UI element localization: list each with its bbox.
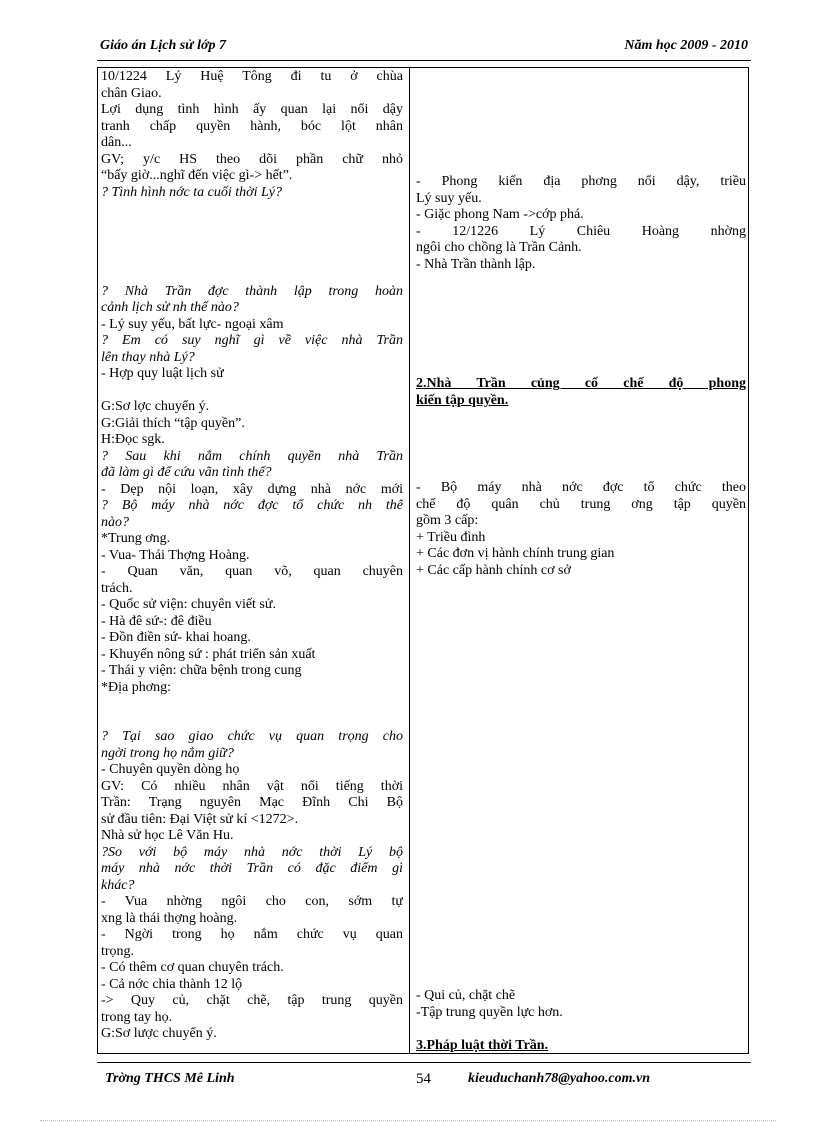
text-line: GV: Có nhiều nhân vật nổi tiếng thời: [101, 778, 403, 794]
text-line: - Phong kiến địa phơng nổi dậy, triều: [416, 174, 746, 189]
blank-line: [101, 696, 403, 713]
text-line: + Các cấp hành chính cơ sở: [416, 562, 571, 578]
right-block-context: [416, 174, 746, 273]
text-line: - Qui củ, chặt chẽ: [416, 988, 516, 1003]
text-line: - Chuyên quyền dòng họ: [101, 762, 240, 777]
footer-school: Trờng THCS Mê Linh: [105, 1071, 235, 1086]
text-line: ? Tình hình nớc ta cuối thời Lý?: [101, 184, 282, 200]
text-line: - Quốc sử viện: chuyên viết sử.: [101, 597, 276, 612]
page-bottom-dotted-line: [40, 1120, 776, 1121]
text-line: Lý suy yếu.: [416, 190, 482, 206]
blank-line: [101, 201, 403, 218]
right-block-heading-3: [416, 1038, 746, 1055]
text-line: - Dẹp nội loạn, xây dựng nhà nớc mới: [101, 481, 403, 497]
text-line: gồm 3 cấp:: [416, 513, 479, 528]
text-line: nào?: [101, 514, 129, 530]
text-line: H:Đọc sgk.: [101, 432, 165, 447]
text-line: - Hà đê sứ-: đê điều: [101, 613, 212, 629]
text-line: ngời trong họ nắm giữ?: [101, 745, 234, 761]
text-line: - Giặc phong Nam ->cớp phá.: [416, 207, 584, 222]
blank-line: [101, 218, 403, 235]
footer-rule: [97, 1062, 751, 1063]
text-line: dân...: [101, 135, 132, 150]
text-line: ? Tại sao giao chức vụ quan trọng cho: [101, 729, 403, 744]
text-line: máy nhà nớc thời Trần có đặc điểm gì: [101, 861, 403, 876]
blank-line: [101, 267, 403, 284]
text-line: Trần: Trạng nguyên Mạc Đĩnh Chi Bộ: [101, 795, 403, 810]
text-line: - Ngời trong họ nắm chức vụ quan: [101, 927, 403, 942]
blank-line: [101, 234, 403, 251]
text-line: - Vua- Thái Thợng Hoàng.: [101, 547, 250, 563]
text-line: xng là thái thợng hoàng.: [101, 910, 238, 926]
text-line: G:Sơ lược chuyển ý.: [101, 1026, 217, 1041]
text-line: tranh chấp quyền hành, bóc lột nhân: [101, 118, 403, 134]
right-block-heading-2: [416, 376, 746, 409]
right-block-state-apparatus: [416, 480, 746, 579]
text-line: đã làm gì để cứu vãn tình thế?: [101, 465, 272, 480]
text-line: ? Nhà Trần đợc thành lập trong hoàn: [101, 283, 403, 299]
text-line: ngôi cho chồng là Trần Cảnh.: [416, 240, 582, 255]
text-line: ? Em có suy nghĩ gì về việc nhà Trần: [101, 333, 403, 348]
blank-line: [101, 713, 403, 730]
blank-line: [101, 383, 403, 400]
text-line: - Thái y viện: chữa bệnh trong cung: [101, 663, 302, 678]
right-block-conclusion: [416, 988, 746, 1021]
text-line: chế độ quân chủ trung ơng tập quyền: [416, 496, 746, 512]
text-line: *Trung ơng.: [101, 531, 171, 546]
text-line: - Hợp quy luật lịch sử: [101, 366, 224, 381]
text-line: -> Quy củ, chặt chẽ, tập trung quyền: [101, 993, 403, 1008]
blank-line: [101, 251, 403, 268]
text-line: - Đồn điền sứ- khai hoang.: [101, 630, 251, 645]
text-line: - 12/1226 Lý Chiêu Hoàng nhờng: [416, 223, 746, 239]
text-line: - Quan văn, quan võ, quan chuyên: [101, 564, 403, 579]
footer-page-number: 54: [416, 1071, 431, 1087]
text-line: - Có thêm cơ quan chuyên trách.: [101, 960, 284, 975]
header-right-year: Năm học 2009 - 2010: [624, 38, 748, 53]
text-line: Nhà sử học Lê Văn Hu.: [101, 828, 234, 843]
text-line: - Khuyến nông sứ : phát triển sản xuất: [101, 646, 316, 662]
text-line: cảnh lịch sử nh thế nào?: [101, 300, 239, 315]
text-line: lên thay nhà Lý?: [101, 349, 195, 365]
text-line: Lợi dụng tình hình ấy quan lại nổi dậy: [101, 102, 403, 117]
text-line: khác?: [101, 877, 135, 893]
left-column-teacher-activities: [101, 69, 403, 1043]
text-line: - Cả nớc chia thành 12 lộ: [101, 976, 243, 992]
text-line: 10/1224 Lý Huệ Tông đi tu ở chùa: [101, 69, 403, 84]
text-line: - Vua nhờng ngôi cho con, sớm tự: [101, 894, 403, 909]
text-line: *Địa phơng:: [101, 679, 172, 695]
text-line: G:Sơ lợc chuyển ý.: [101, 399, 210, 414]
text-line: ? Bộ máy nhà nớc đợc tổ chức nh thế: [101, 498, 403, 513]
text-line: + Triều đình: [416, 529, 486, 545]
text-line: ?So với bộ máy nhà nớc thời Lý bộ: [101, 844, 403, 860]
text-line: chân Giao.: [101, 85, 162, 101]
text-line: - Nhà Trần thành lập.: [416, 256, 536, 272]
text-line: ? Sau khi nắm chính quyền nhà Trần: [101, 448, 403, 464]
text-line: - Bộ máy nhà nớc đợc tổ chức theo: [416, 480, 746, 495]
header-left-title: Giáo án Lịch sử lớp 7: [100, 38, 226, 53]
text-line: trọng.: [101, 943, 135, 959]
text-line: + Các đơn vị hành chính trung gian: [416, 546, 615, 561]
text-line: trong tay họ.: [101, 1009, 173, 1025]
text-line: “bấy giờ...nghĩ đến việc gì-> hết”.: [101, 168, 293, 183]
section-heading-line: kiến tập quyền.: [416, 392, 509, 408]
section-heading-line: 3.Pháp luật thời Trần.: [416, 1038, 549, 1053]
text-line: - Lý suy yếu, bất lực- ngoại xâm: [101, 316, 284, 332]
text-line: GV; y/c HS theo dõi phần chữ nhỏ: [101, 151, 403, 167]
header-rule: [97, 60, 751, 61]
text-line: G:Giải thích “tập quyền”.: [101, 415, 245, 431]
column-divider: [409, 67, 410, 1054]
text-line: sử đầu tiên: Đại Việt sử kí <1272>.: [101, 811, 299, 827]
section-heading-line: 2.Nhà Trần củng cố chế độ phong: [416, 376, 746, 391]
text-line: trách.: [101, 580, 133, 596]
text-line: -Tập trung quyền lực hơn.: [416, 1004, 563, 1020]
footer-email: kieuduchanh78@yahoo.com.vn: [468, 1071, 650, 1086]
